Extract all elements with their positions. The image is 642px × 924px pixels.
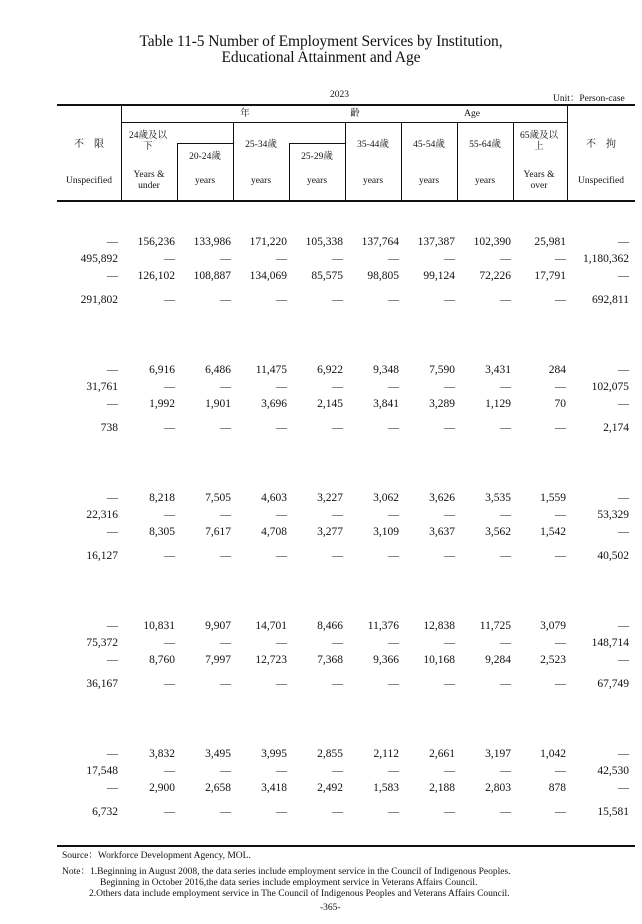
dash-cell: — (388, 381, 399, 393)
dash-cell: — (276, 550, 287, 562)
value-cell: 8,305 (149, 526, 175, 538)
value-cell: 137,387 (417, 236, 455, 248)
dash-cell: — (618, 620, 629, 632)
value-cell: 3,696 (261, 398, 287, 410)
sub-col-rule (289, 143, 345, 144)
value-cell: 11,725 (479, 620, 511, 632)
value-cell: 25,981 (534, 236, 566, 248)
dash-cell: — (220, 550, 231, 562)
value-cell: 11,376 (367, 620, 399, 632)
dash-cell: — (388, 422, 399, 434)
value-cell: 1,901 (205, 398, 231, 410)
subtotal-left-cell: 6,732 (92, 806, 118, 818)
value-cell: 3,079 (540, 620, 566, 632)
value-cell: 6,916 (149, 364, 175, 376)
dash-cell: — (220, 381, 231, 393)
value-cell: 9,284 (485, 654, 511, 666)
col-divider (121, 106, 122, 200)
value-cell: 3,418 (261, 782, 287, 794)
dash-cell: — (555, 637, 566, 649)
dash-cell: — (220, 765, 231, 777)
dash-cell: — (164, 509, 175, 521)
value-cell: 8,218 (149, 492, 175, 504)
table-bottom-rule (57, 845, 635, 847)
col-25-34-en: years (250, 176, 272, 186)
unspecified-left-en: Unspecified (66, 176, 112, 186)
dash-cell: — (276, 678, 287, 690)
value-cell: 12,723 (255, 654, 287, 666)
dash-cell: — (220, 678, 231, 690)
dash-cell: — (276, 765, 287, 777)
header-top-rule (57, 104, 635, 106)
value-cell: 2,658 (205, 782, 231, 794)
col-25-34-zh: 25-34歲 (245, 140, 277, 150)
header-bottom-rule (57, 200, 635, 202)
value-cell: 9,348 (373, 364, 399, 376)
value-cell: 3,637 (429, 526, 455, 538)
value-cell: 878 (548, 782, 566, 794)
dash-cell: — (618, 492, 629, 504)
dash-cell: — (276, 381, 287, 393)
dash-cell: — (618, 270, 629, 282)
subtotal-left-cell: 36,167 (86, 678, 118, 690)
dash-cell: — (332, 550, 343, 562)
total-left-cell: 75,372 (86, 637, 118, 649)
value-cell: 85,575 (311, 270, 343, 282)
col-under24-zh: 24歲及以下 (128, 131, 167, 152)
col-35-44-zh: 35-44歲 (357, 140, 389, 150)
dash-cell: — (164, 765, 175, 777)
source-note: Source：Workforce Development Agency, MOL. (62, 851, 251, 861)
dash-cell: — (500, 765, 511, 777)
dash-cell: — (555, 678, 566, 690)
dash-cell: — (107, 748, 118, 760)
col-65over-en: Years & over (523, 170, 555, 191)
dash-cell: — (618, 364, 629, 376)
col-divider (513, 123, 514, 200)
dash-cell: — (500, 253, 511, 265)
dash-cell: — (164, 422, 175, 434)
dash-cell: — (276, 253, 287, 265)
dash-cell: — (618, 782, 629, 794)
dash-cell: — (107, 620, 118, 632)
value-cell: 134,069 (249, 270, 287, 282)
col-55-64-en: years (474, 176, 496, 186)
dash-cell: — (555, 509, 566, 521)
dash-cell: — (388, 637, 399, 649)
table-title-line-2: Educational Attainment and Age (221, 49, 421, 66)
dash-cell: — (332, 253, 343, 265)
value-cell: 3,832 (149, 748, 175, 760)
col-20-24-en: years (194, 176, 216, 186)
value-cell: 1,559 (540, 492, 566, 504)
dash-cell: — (500, 509, 511, 521)
note-1: Note：1.Beginning in August 2008, the data series include employment service in the Council of Indigenous Peoples. (62, 867, 511, 877)
col-divider (401, 123, 402, 200)
value-cell: 3,626 (429, 492, 455, 504)
dash-cell: — (500, 550, 511, 562)
dash-cell: — (220, 422, 231, 434)
dash-cell: — (107, 654, 118, 666)
age-group-en: Age (464, 109, 480, 119)
dash-cell: — (444, 422, 455, 434)
dash-cell: — (444, 678, 455, 690)
col-divider (233, 123, 234, 200)
total-left-cell: 22,316 (86, 509, 118, 521)
dash-cell: — (276, 509, 287, 521)
total-left-cell: 31,761 (86, 381, 118, 393)
total-right-cell: 53,329 (597, 509, 629, 521)
note-2: 2.Others data include employment service in The Council of Indigenous Peoples and Veterans Affairs Council. (89, 889, 510, 899)
value-cell: 126,102 (137, 270, 175, 282)
value-cell: 133,986 (193, 236, 231, 248)
dash-cell: — (107, 364, 118, 376)
value-cell: 1,583 (373, 782, 399, 794)
dash-cell: — (220, 294, 231, 306)
dash-cell: — (164, 294, 175, 306)
dash-cell: — (220, 637, 231, 649)
value-cell: 4,603 (261, 492, 287, 504)
dash-cell: — (332, 294, 343, 306)
dash-cell: — (276, 637, 287, 649)
dash-cell: — (444, 637, 455, 649)
value-cell: 3,431 (485, 364, 511, 376)
subtotal-right-cell: 692,811 (592, 294, 629, 306)
value-cell: 98,805 (367, 270, 399, 282)
dash-cell: — (618, 236, 629, 248)
value-cell: 3,535 (485, 492, 511, 504)
dash-cell: — (332, 806, 343, 818)
dash-cell: — (164, 806, 175, 818)
value-cell: 3,495 (205, 748, 231, 760)
subtotal-left-cell: 291,802 (80, 294, 118, 306)
dash-cell: — (444, 381, 455, 393)
value-cell: 2,900 (149, 782, 175, 794)
col-under24-en: Years & under (133, 170, 165, 191)
dash-cell: — (107, 236, 118, 248)
col-25-29-en: years (306, 176, 328, 186)
dash-cell: — (555, 765, 566, 777)
dash-cell: — (500, 294, 511, 306)
dash-cell: — (444, 806, 455, 818)
dash-cell: — (332, 765, 343, 777)
value-cell: 3,995 (261, 748, 287, 760)
col-25-29-zh: 25-29歲 (301, 152, 333, 162)
value-cell: 7,368 (317, 654, 343, 666)
value-cell: 17,791 (534, 270, 566, 282)
value-cell: 3,562 (485, 526, 511, 538)
value-cell: 72,226 (479, 270, 511, 282)
value-cell: 7,617 (205, 526, 231, 538)
dash-cell: — (164, 678, 175, 690)
value-cell: 8,760 (149, 654, 175, 666)
dash-cell: — (164, 381, 175, 393)
dash-cell: — (555, 422, 566, 434)
dash-cell: — (500, 678, 511, 690)
dash-cell: — (107, 270, 118, 282)
value-cell: 7,590 (429, 364, 455, 376)
value-cell: 1,042 (540, 748, 566, 760)
table-title-line-1: Table 11-5 Number of Employment Services by Institution, (139, 33, 503, 50)
dash-cell: — (388, 294, 399, 306)
dash-cell: — (332, 509, 343, 521)
age-group-zh-1: 年 (240, 109, 250, 119)
dash-cell: — (555, 381, 566, 393)
value-cell: 137,764 (361, 236, 399, 248)
value-cell: 4,708 (261, 526, 287, 538)
value-cell: 2,188 (429, 782, 455, 794)
dash-cell: — (388, 678, 399, 690)
unspecified-left-zh: 不 限 (74, 139, 104, 150)
dash-cell: — (332, 381, 343, 393)
value-cell: 2,112 (373, 748, 399, 760)
age-group-rule (121, 122, 567, 123)
value-cell: 2,492 (317, 782, 343, 794)
value-cell: 8,466 (317, 620, 343, 632)
value-cell: 105,338 (305, 236, 343, 248)
dash-cell: — (388, 806, 399, 818)
dash-cell: — (276, 294, 287, 306)
value-cell: 108,887 (193, 270, 231, 282)
total-left-cell: 495,892 (80, 253, 118, 265)
value-cell: 1,542 (540, 526, 566, 538)
dash-cell: — (444, 294, 455, 306)
dash-cell: — (276, 422, 287, 434)
dash-cell: — (500, 806, 511, 818)
value-cell: 6,922 (317, 364, 343, 376)
sub-col-rule (177, 143, 233, 144)
dash-cell: — (388, 253, 399, 265)
dash-cell: — (444, 550, 455, 562)
dash-cell: — (388, 765, 399, 777)
dash-cell: — (107, 782, 118, 794)
dash-cell: — (618, 398, 629, 410)
value-cell: 12,838 (423, 620, 455, 632)
col-divider (457, 123, 458, 200)
unspecified-right-zh: 不 拘 (586, 139, 616, 150)
total-right-cell: 42,530 (597, 765, 629, 777)
value-cell: 2,523 (540, 654, 566, 666)
dash-cell: — (164, 253, 175, 265)
value-cell: 3,841 (373, 398, 399, 410)
value-cell: 284 (548, 364, 566, 376)
total-right-cell: 148,714 (591, 637, 629, 649)
unspecified-right-en: Unspecified (578, 176, 624, 186)
value-cell: 156,236 (137, 236, 175, 248)
dash-cell: — (618, 526, 629, 538)
dash-cell: — (444, 509, 455, 521)
value-cell: 171,220 (249, 236, 287, 248)
value-cell: 9,907 (205, 620, 231, 632)
dash-cell: — (555, 253, 566, 265)
dash-cell: — (164, 637, 175, 649)
year-label: 2023 (330, 90, 349, 100)
subtotal-left-cell: 16,127 (86, 550, 118, 562)
value-cell: 3,289 (429, 398, 455, 410)
col-45-54-en: years (418, 176, 440, 186)
total-left-cell: 17,548 (86, 765, 118, 777)
dash-cell: — (276, 806, 287, 818)
dash-cell: — (107, 526, 118, 538)
dash-cell: — (444, 765, 455, 777)
dash-cell: — (388, 550, 399, 562)
value-cell: 2,661 (429, 748, 455, 760)
value-cell: 7,505 (205, 492, 231, 504)
dash-cell: — (220, 253, 231, 265)
subtotal-left-cell: 738 (100, 422, 118, 434)
unit-label: Unit：Person-case (553, 94, 625, 104)
dash-cell: — (500, 637, 511, 649)
value-cell: 3,062 (373, 492, 399, 504)
col-20-24-zh: 20-24歲 (189, 152, 221, 162)
page-number: -365- (320, 903, 341, 913)
value-cell: 3,197 (485, 748, 511, 760)
dash-cell: — (444, 253, 455, 265)
value-cell: 14,701 (255, 620, 287, 632)
age-group-zh-2: 齡 (350, 109, 360, 119)
col-65over-zh: 65歲及以上 (519, 131, 558, 152)
subtotal-right-cell: 40,502 (597, 550, 629, 562)
value-cell: 1,992 (149, 398, 175, 410)
subtotal-right-cell: 67,749 (597, 678, 629, 690)
dash-cell: — (107, 398, 118, 410)
dash-cell: — (555, 550, 566, 562)
value-cell: 6,486 (205, 364, 231, 376)
dash-cell: — (500, 381, 511, 393)
dash-cell: — (332, 422, 343, 434)
dash-cell: — (220, 509, 231, 521)
value-cell: 11,475 (255, 364, 287, 376)
total-right-cell: 1,180,362 (583, 253, 629, 265)
value-cell: 102,390 (473, 236, 511, 248)
note-1b: Beginning in October 2016,the data series include employment service in Veterans Affairs Council. (100, 878, 478, 888)
subtotal-right-cell: 15,581 (597, 806, 629, 818)
col-55-64-zh: 55-64歲 (469, 140, 501, 150)
col-divider (345, 123, 346, 200)
dash-cell: — (332, 637, 343, 649)
dash-cell: — (618, 748, 629, 760)
value-cell: 2,855 (317, 748, 343, 760)
value-cell: 99,124 (423, 270, 455, 282)
value-cell: 2,803 (485, 782, 511, 794)
dash-cell: — (388, 509, 399, 521)
dash-cell: — (332, 678, 343, 690)
value-cell: 3,109 (373, 526, 399, 538)
value-cell: 2,145 (317, 398, 343, 410)
total-right-cell: 102,075 (591, 381, 629, 393)
dash-cell: — (164, 550, 175, 562)
dash-cell: — (555, 294, 566, 306)
value-cell: 10,831 (143, 620, 175, 632)
dash-cell: — (107, 492, 118, 504)
dash-cell: — (500, 422, 511, 434)
value-cell: 3,277 (317, 526, 343, 538)
dash-cell: — (555, 806, 566, 818)
dash-cell: — (220, 806, 231, 818)
value-cell: 3,227 (317, 492, 343, 504)
subtotal-right-cell: 2,174 (603, 422, 629, 434)
value-cell: 10,168 (423, 654, 455, 666)
col-35-44-en: years (362, 176, 384, 186)
value-cell: 70 (554, 398, 566, 410)
dash-cell: — (618, 654, 629, 666)
col-45-54-zh: 45-54歲 (413, 140, 445, 150)
value-cell: 7,997 (205, 654, 231, 666)
value-cell: 1,129 (485, 398, 511, 410)
value-cell: 9,366 (373, 654, 399, 666)
